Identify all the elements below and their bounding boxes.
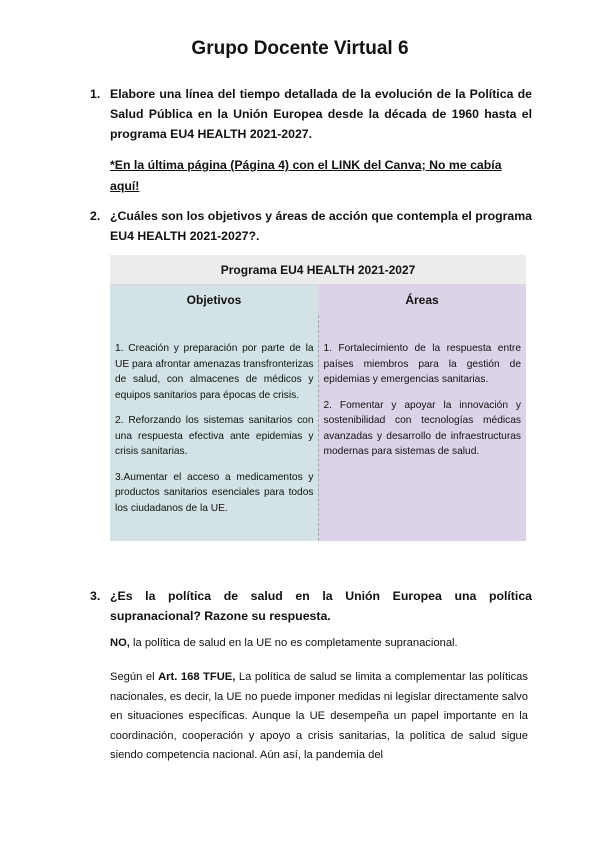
- answer-paragraph-1: [110, 634, 528, 654]
- objetivo-item: 2. Reforzando los sistemas sanitarios con una respuesta efectiva ante epidemias y crisis sanitarias.: [115, 415, 314, 457]
- answer-p2-lead: Según el: [110, 671, 159, 683]
- question-2-text: ¿Cuáles son los objetivos y áreas de acción que contempla el programa EU4 HEALTH 2021-2027?.: [110, 209, 532, 243]
- area-item: 2. Fomentar y apoyar la innovación y sostenibilidad con tecnologías médicas avanzadas y desarrollo de infraestructuras modernas para sistemas de salud.: [323, 399, 521, 457]
- areas-cell: [318, 315, 526, 541]
- question-2-number: 2.: [90, 209, 101, 223]
- objetivo-item: 3.Aumentar el acceso a medicamentos y productos sanitarios esenciales para todos los ciudadanos de la UE.: [115, 471, 314, 514]
- question-1-number: 1.: [90, 87, 101, 101]
- area-item: 1. Fortalecimiento de la respuesta entre países miembros para la gestión de epidemias y emergencias sanitarias.: [323, 343, 521, 385]
- objetivo-item: 1. Creación y preparación por parte de la UE para afrontar amenazas transfronterizas de salud, con almacenes de médicos y equipos sanitarios para épocas de crisis.: [115, 343, 314, 401]
- answer-paragraph-2: [110, 668, 528, 766]
- question-3-text: ¿Es la política de salud en la Unión Europea una política supranacional? Razone su respuesta.: [110, 589, 532, 623]
- question-3-number: 3.: [90, 589, 101, 603]
- answer-p1-text: la política de salud en la UE no es completamente supranacional.: [129, 637, 458, 649]
- header-areas: Áreas: [318, 285, 526, 316]
- page-title: Grupo Docente Virtual 6: [191, 38, 409, 59]
- answer-p2-text: La política de salud se limita a complementar las políticas nacionales, es decir, la UE no puede imponer medidas ni legislar directamente salvo en situaciones específicas. Aunque la UE desempeña un papel importante en la coordinación, cooperación y apoyo a crisis sanitarias, la política de salud sigue siendo competencia nacional. Aún así, la pandemia del: [110, 671, 528, 761]
- canva-link-note: *En la última página (Página 4) con el LINK del Canva; No me cabía aquí!: [110, 158, 502, 193]
- question-1-text: Elabore una línea del tiempo detallada de la evolución de la Política de Salud Pública en la Unión Europea desde la década de 1960 hasta el programa EU4 HEALTH 2021-2027.: [110, 87, 532, 141]
- question-2: [92, 206, 532, 246]
- program-table: [110, 255, 526, 541]
- question-3: [92, 586, 532, 626]
- objetivos-cell: [110, 315, 318, 541]
- article-reference: Art. 168 TFUE,: [158, 671, 236, 683]
- question-1: [92, 84, 532, 144]
- answer-no: NO,: [110, 637, 130, 649]
- table-caption: Programa EU4 HEALTH 2021-2027: [110, 255, 526, 285]
- header-objetivos: Objetivos: [110, 285, 318, 316]
